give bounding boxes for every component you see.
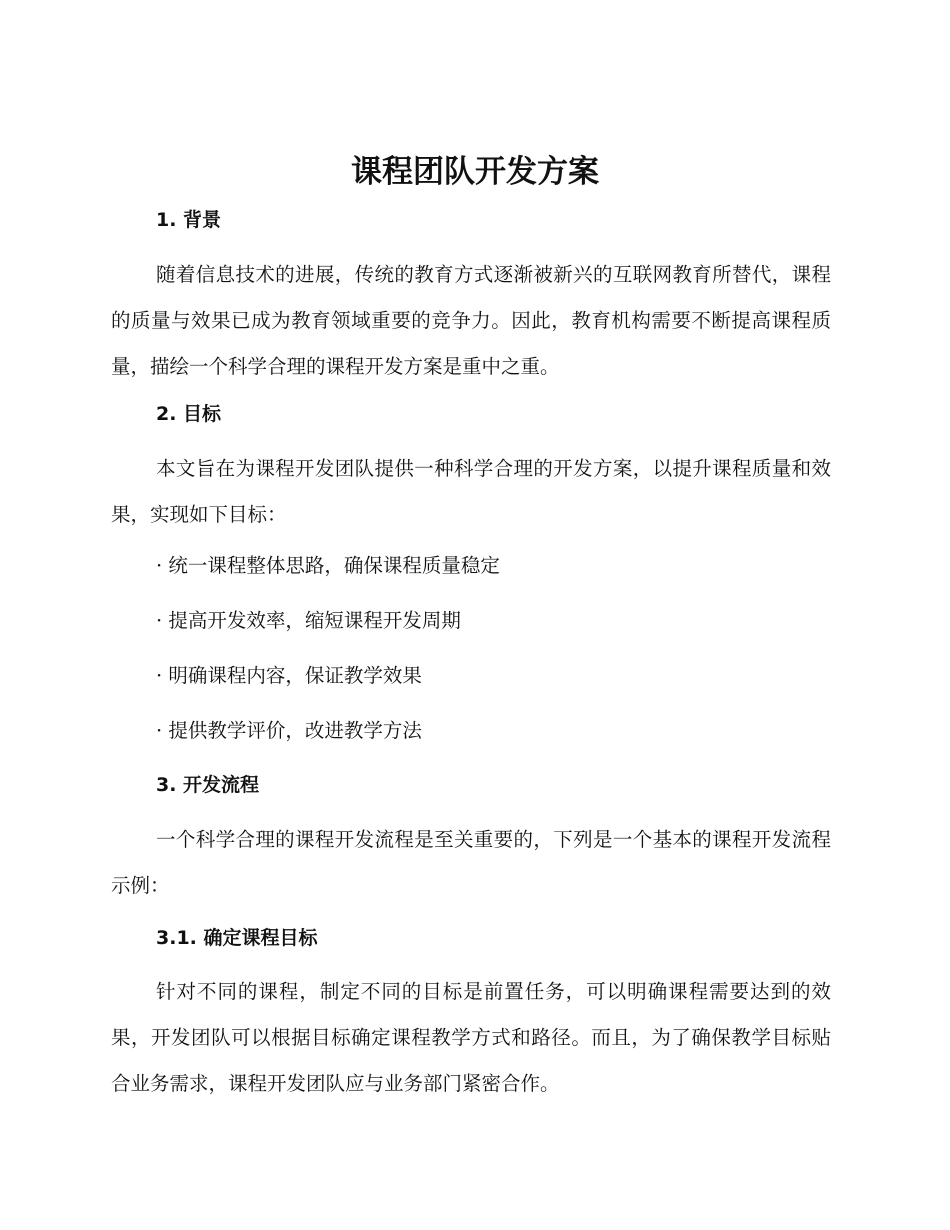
- goal-bullet-item: · 明确课程内容，保证教学效果: [156, 664, 422, 687]
- goal-bullet-item: · 提供教学评价，改进教学方法: [156, 719, 422, 742]
- section-heading-goals: 2. 目标: [156, 403, 222, 425]
- goal-bullet-item: · 统一课程整体思路，确保课程质量稳定: [156, 554, 500, 577]
- section-paragraph-background: 随着信息技术的进展，传统的教育方式逐渐被新兴的互联网教育所替代，课程的质量与效果已成为教育领域重要的竞争力。因此，教育机构需要不断提高课程质量，描绘一个科学合理的课程开发方案是重中之重。: [111, 263, 831, 378]
- section-heading-course-goals: 3.1. 确定课程目标: [156, 927, 318, 949]
- goal-bullet-item: · 提高开发效率，缩短课程开发周期: [156, 609, 461, 632]
- section-paragraph-goals: 本文旨在为课程开发团队提供一种科学合理的开发方案，以提升课程质量和效果，实现如下目标：: [111, 457, 831, 526]
- section-paragraph-process: 一个科学合理的课程开发流程是至关重要的，下列是一个基本的课程开发流程示例：: [111, 828, 831, 897]
- section-heading-background: 1. 背景: [156, 209, 222, 231]
- section-paragraph-course-goals: 针对不同的课程，制定不同的目标是前置任务，可以明确课程需要达到的效果，开发团队可以根据目标确定课程教学方式和路径。而且，为了确保教学目标贴合业务需求，课程开发团队应与业务部门紧密合作。: [111, 980, 831, 1095]
- document-title: 课程团队开发方案: [351, 154, 599, 190]
- section-heading-process: 3. 开发流程: [156, 774, 260, 796]
